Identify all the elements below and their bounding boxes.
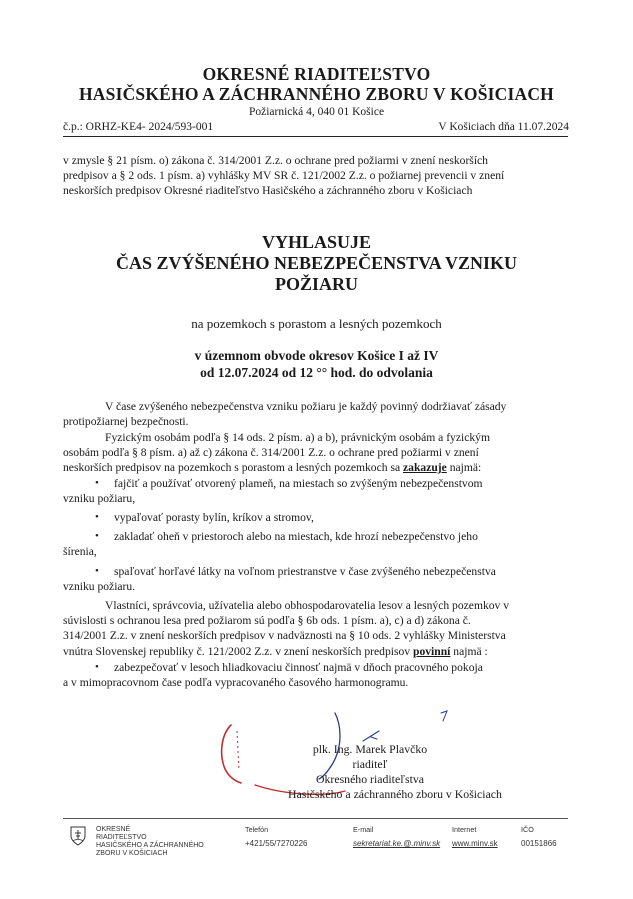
paragraph-line: protipožiarnej bezpečnosti.	[63, 415, 189, 429]
footer-org-line: ZBORU V KOŠICIACH	[96, 850, 168, 857]
list-item-text: zabezpečovať v lesoch hliadkovaciu činnosť najmä v dňoch pracovného pokoja	[114, 661, 483, 674]
signatory-org-line2: Hasičského a záchranného zboru v Košiciach	[288, 787, 502, 801]
header-address: Požiarnická 4, 040 01 Košice	[248, 106, 385, 118]
list-item-text: šírenia,	[63, 545, 97, 559]
bullet-icon: •	[95, 477, 99, 489]
signatory-name: plk. Ing. Marek Plavčko	[312, 742, 428, 756]
paragraph-line	[63, 644, 568, 659]
footer-ico	[521, 826, 557, 848]
paragraph-text: najmä:	[446, 461, 482, 475]
footer-phone-value: +421/55/7270226	[245, 839, 308, 848]
paragraph-owners-duties	[63, 598, 568, 659]
signatory-role: riaditeľ	[352, 757, 388, 771]
paragraph-line: Fyzickým osobám podľa § 14 ods. 2 písm. a) a b), právnickým osobám a fyzickým	[105, 431, 490, 444]
list-item	[63, 510, 568, 529]
list-item-text: vzniku požiaru,	[63, 492, 136, 506]
list-item-text: spaľovať horľavé látky na voľnom priestranstve v čase zvýšeného nebezpečenstva	[114, 565, 496, 578]
footer-ico-label: IČO	[521, 825, 534, 834]
reference-number: č.p.: ORHZ-KE4- 2024/593-001	[63, 121, 214, 133]
list-item-text: vypaľovať porasty bylín, kríkov a stromov,	[114, 511, 314, 524]
paragraph-text: neskorších predpisov na pozemkoch s porastom a lesných pozemkoch sa	[63, 461, 403, 475]
paragraph-text: najmä :	[450, 644, 488, 658]
paragraph-line: 314/2001 Z.z. v znení neskorších predpisov v nadväznosti na § 10 ods. 2 vyhlášky Ministerstva	[63, 629, 506, 643]
footer-email-label: E-mail	[353, 825, 374, 834]
bullet-icon: •	[95, 511, 99, 523]
declaration-title	[0, 232, 633, 295]
bullet-icon: •	[95, 530, 99, 542]
duties-list	[63, 660, 568, 690]
paragraph-line: V čase zvýšeného nebezpečenstva vzniku požiaru je každý povinný dodržiavať zásady	[105, 400, 507, 413]
footer-divider	[63, 818, 568, 819]
bullet-icon: •	[95, 661, 99, 673]
footer-web-link[interactable]: www.minv.sk	[452, 839, 498, 848]
footer-phone	[245, 826, 308, 848]
footer-email	[353, 826, 440, 848]
intro-line: v zmysle § 21 písm. o) zákona č. 314/2001 Z.z. o ochrane pred požiarmi v znení neskorších	[63, 154, 488, 167]
paragraph-line: Vlastníci, správcovia, užívatelia alebo obhospodarovatelia lesov a lesných pozemkov v	[105, 599, 510, 612]
list-item-text: zakladať oheň v priestoroch alebo na miestach, kde hrozí nebezpečenstvo jeho	[114, 530, 478, 543]
declaration-subject: na pozemkoch s porastom a lesných pozemkoch	[191, 316, 442, 331]
intro-line: predpisov a § 2 ods. 1 písm. a) vyhlášky MV SR č. 121/2002 Z.z. o požiarnej prevencii v znení	[63, 169, 505, 183]
intro-paragraph	[63, 153, 568, 199]
list-item-text: fajčiť a používať otvorený plameň, na miestach so zvýšeným nebezpečenstvom	[114, 477, 483, 490]
paragraph-text: vnútra Slovenskej republiky č. 121/2002 Z.z. v znení neskorších predpisov	[63, 644, 413, 658]
footer-ico-value: 00151866	[521, 839, 557, 848]
footer-org-line: RIADITEĽSTVO	[96, 834, 147, 841]
declaration-title-line: VYHLASUJE	[261, 232, 372, 252]
footer-web-label: Internet	[452, 825, 477, 834]
paragraph-line: súvislosti s ochranou lesa pred požiarom sú podľa § 6b ods. 1 písm. a), c) a d) zákona č.	[63, 614, 471, 628]
footer-org-line: OKRESNÉ	[96, 826, 131, 833]
signature-block	[290, 742, 450, 787]
declaration-title-line: ČAS ZVÝŠENÉHO NEBEZPEČENSTVA VZNIKU	[116, 253, 517, 273]
header-org-line1: OKRESNÉ RIADITEĽSTVO	[202, 64, 431, 84]
intro-line: neskorších predpisov Okresné riaditeľstvo Hasičského a záchranného zboru v Košiciach	[63, 184, 473, 198]
prohibition-list	[63, 476, 568, 595]
list-item	[63, 660, 568, 690]
declaration-range	[0, 347, 633, 381]
footer-email-link[interactable]: sekretariat.ke.@.minv.sk	[353, 839, 441, 848]
footer-org-line: HASIČSKÉHO A ZÁCHRANNÉHO	[96, 842, 204, 849]
footer-web	[452, 826, 498, 848]
footer-phone-label: Telefón	[245, 825, 269, 834]
header-org-line2: HASIČSKÉHO A ZÁCHRANNÉHO ZBORU V KOŠICIACH	[78, 84, 554, 104]
declaration-range-area: v územnom obvode okresov Košice I až IV	[194, 348, 439, 363]
coat-of-arms-icon	[70, 826, 86, 846]
list-item-text: vzniku požiaru.	[63, 580, 136, 594]
paragraph-line: osobám podľa § 8 písm. a) až c) zákona č. 314/2001 Z.z. o ochrane pred požiarmi v znení	[63, 446, 479, 460]
paragraph-prohibitions	[63, 430, 568, 476]
list-item	[63, 476, 568, 507]
paragraph-general-duty	[63, 399, 568, 429]
declaration-range-date: od 12.07.2024 od 12 °° hod. do odvolania	[200, 365, 433, 380]
declaration-title-line: POŽIARU	[274, 274, 358, 294]
list-item-text: a v mimopracovnom čase podľa vypracovaného časového harmonogramu.	[63, 676, 409, 690]
bullet-icon: •	[95, 565, 99, 577]
emphasis-zakazuje: zakazuje	[403, 461, 447, 475]
paragraph-line	[63, 460, 568, 475]
list-item	[63, 529, 568, 560]
emphasis-povinni: povinní	[413, 644, 451, 658]
list-item	[63, 564, 568, 595]
signatory-org: Okresného riaditeľstva	[316, 772, 424, 786]
place-date: V Košiciach dňa 11.07.2024	[438, 121, 569, 133]
footer-org	[96, 826, 204, 858]
header-divider	[63, 136, 568, 137]
